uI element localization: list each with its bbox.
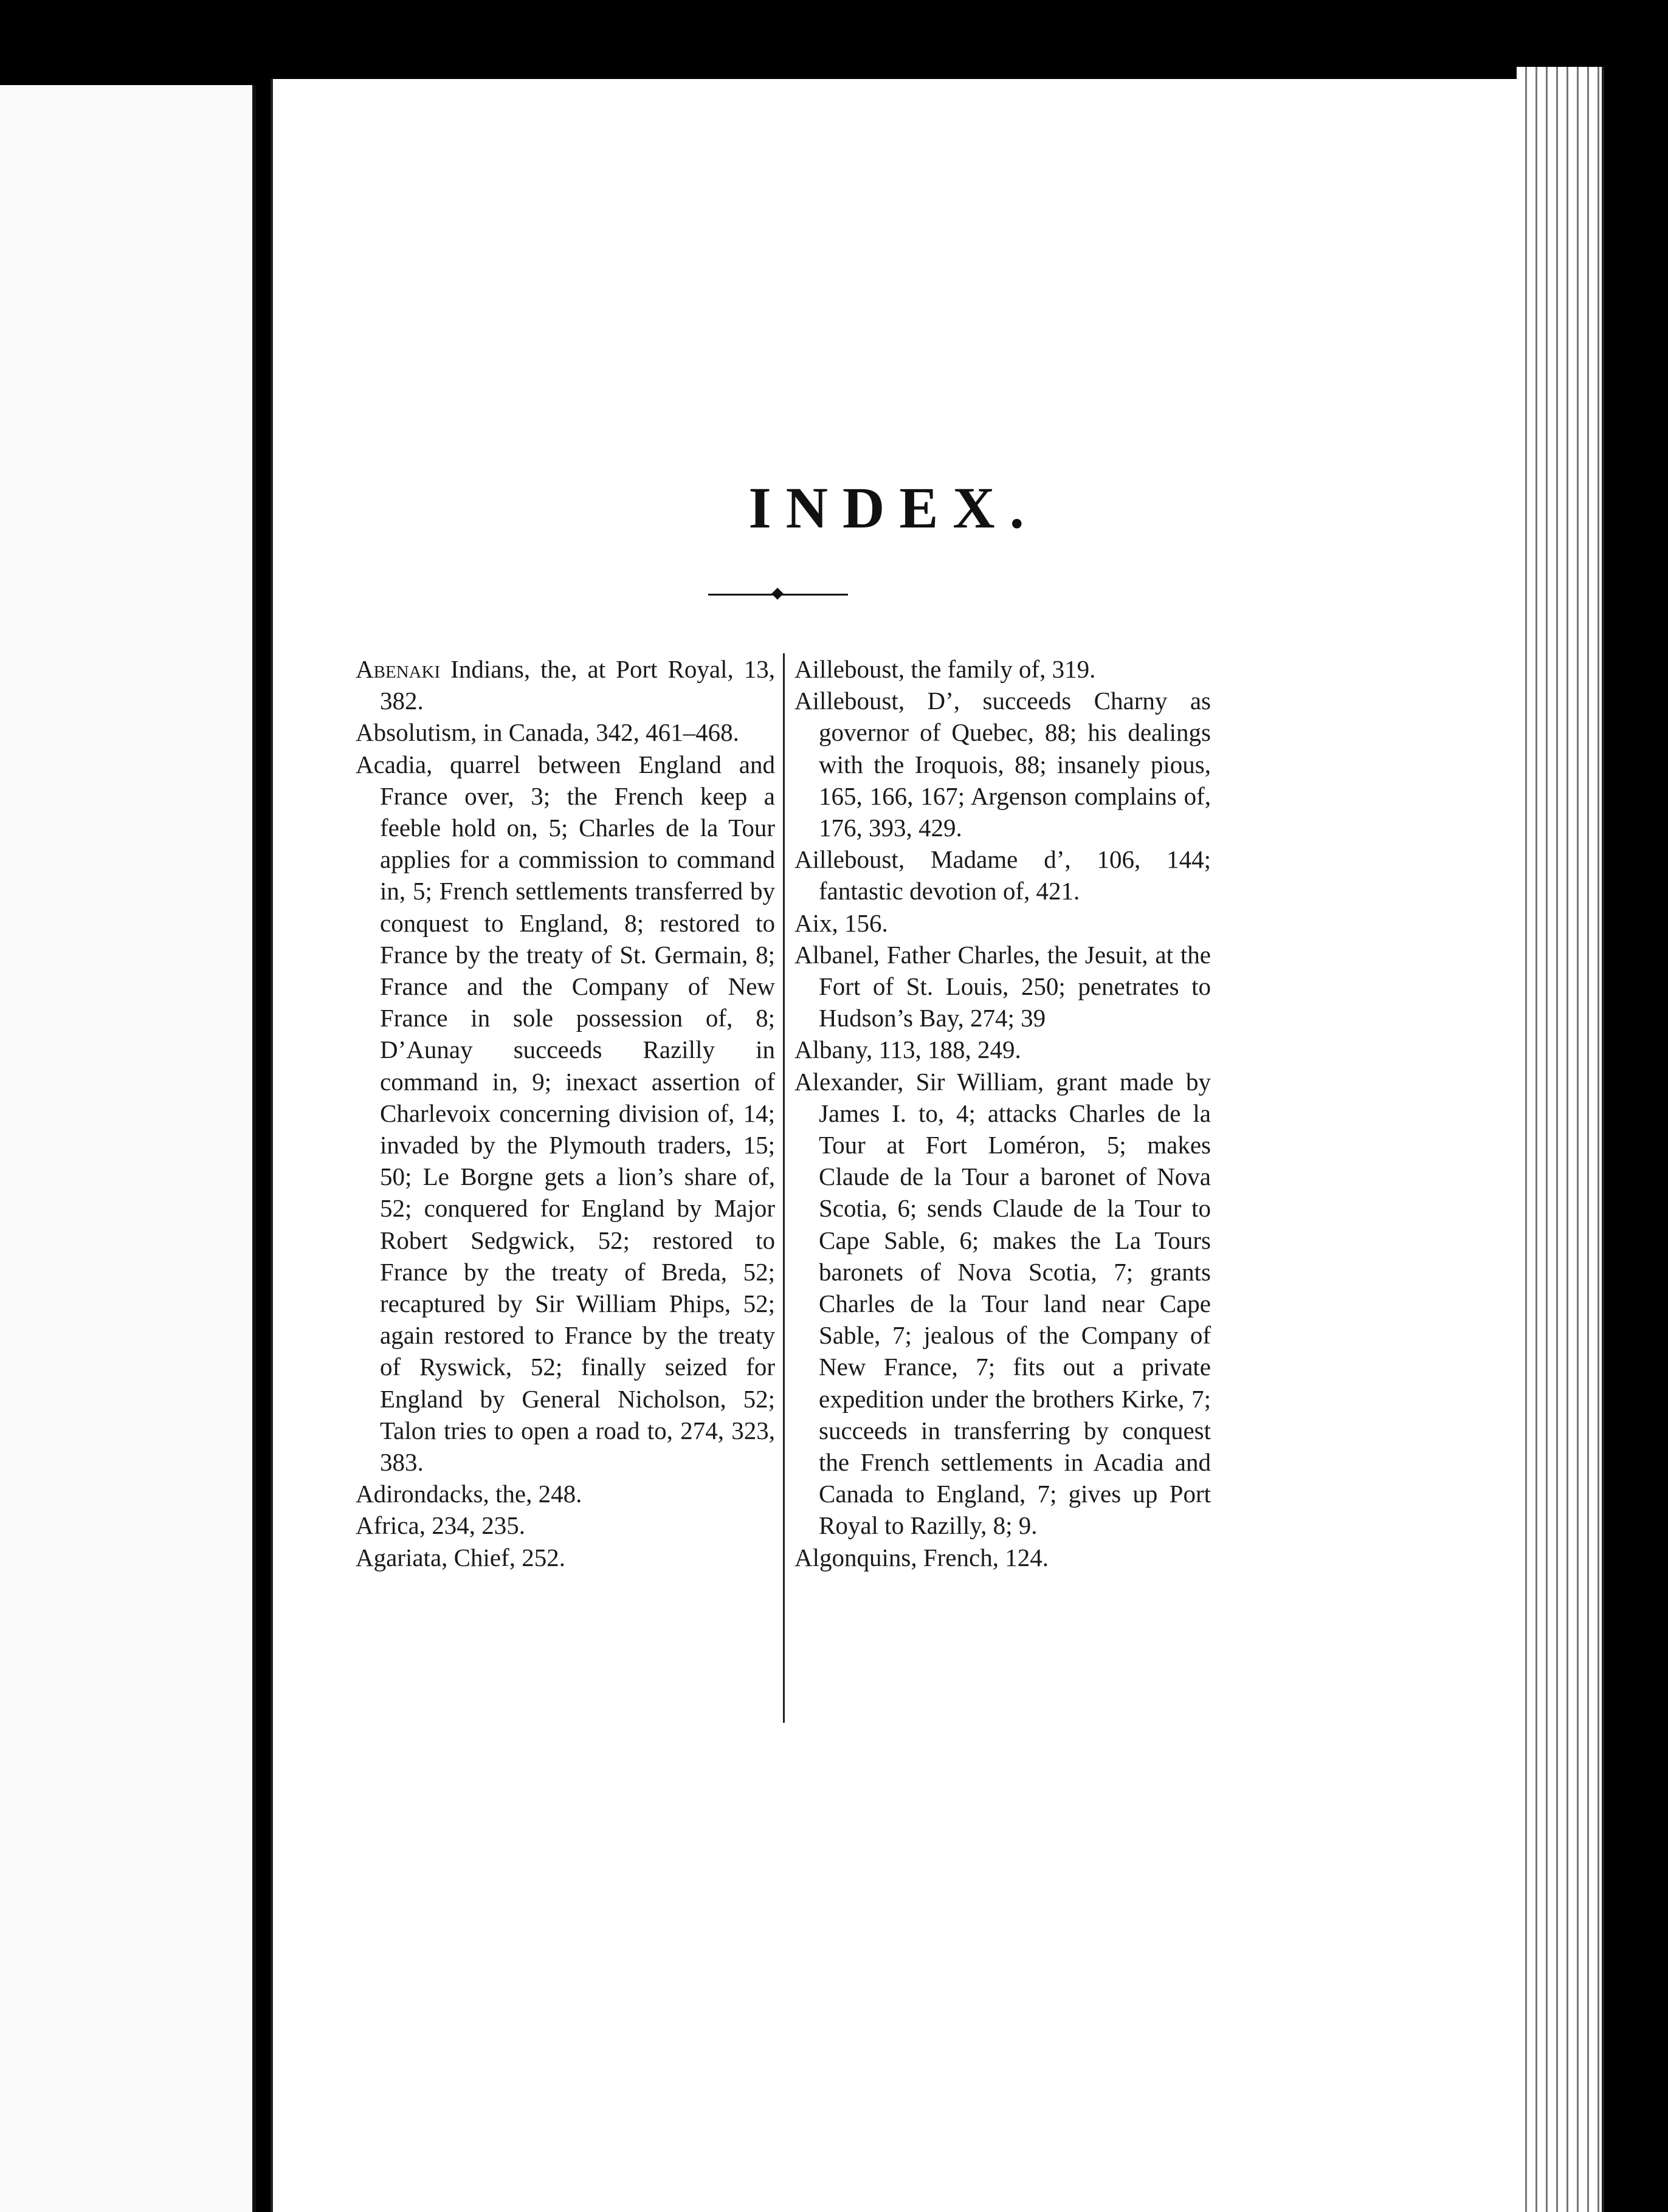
index-entry	[794, 685, 1211, 843]
entry-text: Aix, 156.	[794, 908, 888, 937]
index-entry	[794, 907, 1211, 939]
index-entry	[356, 1542, 775, 1573]
diamond-icon	[771, 588, 784, 600]
entry-text: Ailleboust, D’, succeeds Charny as governor of Quebec, 88; his dealings with the Iroquois, 88; insanely pious, 165, 166, 167; Argenson complains of, 176, 393, 429.	[794, 687, 1211, 842]
index-entry	[794, 939, 1211, 1034]
entry-text: Adirondacks, the, 248.	[356, 1480, 582, 1508]
index-entry	[794, 1034, 1211, 1065]
entry-text: Ailleboust, the family of, 319.	[794, 655, 1096, 683]
entry-text: Indians, the, at Port Royal, 13, 382.	[380, 655, 775, 715]
index-entry	[356, 749, 775, 1479]
page-title: INDEX.	[748, 475, 1039, 540]
entry-text: Albanel, Father Charles, the Jesuit, at the Fort of St. Louis, 250; penetrates to Hudson’s Bay, 274; 39	[794, 940, 1211, 1032]
entry-text: Algonquins, French, 124.	[794, 1543, 1049, 1571]
index-column-right	[794, 653, 1211, 1573]
column-divider	[783, 653, 785, 1723]
index-entry	[794, 843, 1211, 907]
entry-headword: Abenaki	[356, 655, 441, 683]
index-entry	[794, 1066, 1211, 1542]
index-entry	[356, 1478, 775, 1510]
index-entry	[794, 653, 1211, 685]
index-column-left	[356, 653, 775, 1573]
title-ornament	[708, 588, 848, 600]
entry-text: Absolutism, in Canada, 342, 461–468.	[356, 718, 739, 747]
index-entry	[356, 653, 775, 716]
entry-text: Agariata, Chief, 252.	[356, 1543, 565, 1571]
page-edges	[1517, 67, 1604, 2212]
index-entry	[356, 1510, 775, 1541]
entry-text: Ailleboust, Madame d’, 106, 144; fantastic devotion of, 421.	[794, 845, 1211, 905]
facing-page	[0, 85, 256, 2212]
entry-text: Africa, 234, 235.	[356, 1511, 525, 1540]
entry-text: Alexander, Sir William, grant made by James I. to, 4; attacks Charles de la Tour at Fort Loméron, 5; makes Claude de la Tour a baronet of Nova Scotia, 6; sends Claude de la Tour to Cape Sable, 6; makes the La Tours baronets of Nova Scotia, 7; grants Charles de la Tour land near Cape Sable, 7; jealous of the Company of New France, 7; fits out a private expedition under the brothers Kirke, 7; succeeds in transferring by conquest the French settlements in Acadia and Canada to England, 7; gives up Port Royal to Razilly, 8; 9.	[794, 1067, 1211, 1540]
entry-text: Albany, 113, 188, 249.	[794, 1036, 1021, 1064]
entry-text: Acadia, quarrel between England and France over, 3; the French keep a feeble hold on, 5; Charles de la Tour applies for a commission to command in, 5; French settlements transferred by conquest to England, 8; restored to France by the treaty of St. Germain, 8; France and the Company of New France in sole possession of, 8; D’Aunay succeeds Razilly in command in, 9; inexact assertion of Charlevoix concerning division of, 14; invaded by the Plymouth traders, 15; 50; Le Borgne gets a lion’s share of, 52; conquered for England by Major Robert Sedgwick, 52; restored to France by the treaty of Breda, 52; recaptured by Sir William Phips, 52; again restored to France by the treaty of Ryswick, 52; finally seized for England by General Nicholson, 52; Talon tries to open a road to, 274, 323, 383.	[356, 750, 775, 1477]
index-entry	[356, 716, 775, 748]
index-entry	[794, 1542, 1211, 1573]
